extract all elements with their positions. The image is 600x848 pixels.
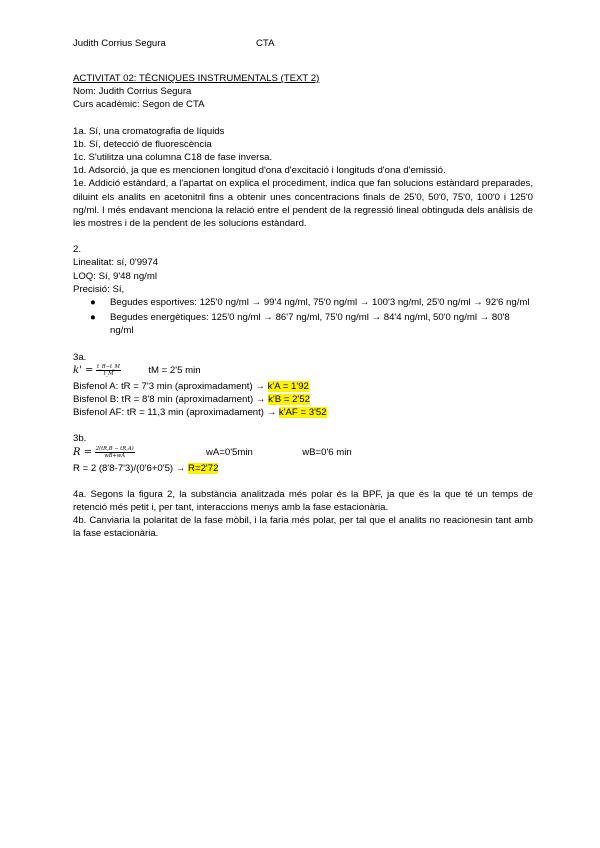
r-calc-line <box>73 462 533 475</box>
bullet-text: Begudes esportives: 125'0 ng/ml → 99'4 ng/ml, 75'0 ng/ml → 100'3 ng/ml, 25'0 ng/ml → 92'6 ng/ml <box>110 297 530 309</box>
tm-value: tM = 2'5 min <box>148 364 201 376</box>
academic-year: Curs acadèmic: Segon de CTA <box>73 99 205 111</box>
header-subject: CTA <box>256 38 275 49</box>
r-result: R=2'72 <box>188 462 219 474</box>
question-2-label: 2. <box>73 244 82 256</box>
question-3b-label: 3b. <box>73 433 87 445</box>
k-formula-fraction <box>96 364 121 377</box>
answer-1e: 1e. Addició estàndard, a l'apartat on explica el procediment, indica que fan solucions estàndard preparades, diluint els analits en acetonitril fins a obtenir unes concentracions finals de 25'0, 50'0, 75'0, 100'0 i 125'0 ng/ml. I més endavant menciona la relació entre el pendent de la regressió lineal obtinguda dels anàlisis de les mostres i de la pendent de les solucions estàndard. <box>73 178 533 230</box>
r-formula-line <box>73 446 533 462</box>
precisio: Precisió: Sí, <box>73 283 125 295</box>
list-item <box>73 296 533 309</box>
answer-1b: 1b. Sí, detecció de fluorescència <box>73 138 212 150</box>
bisfenol-af-line <box>73 406 533 419</box>
linealitat: Linealitat: sí, 0'9974 <box>73 257 159 269</box>
bullet-icon: ● <box>90 297 96 309</box>
question-3a-label: 3a. <box>73 351 87 363</box>
r-formula-lhs: R = <box>73 446 93 458</box>
answer-1d: 1d. Adsorció, ja que es mencionen longitud d'ona d'excitació i longituds d'ona d'emissió. <box>73 165 446 177</box>
bisfenol-af-text: Bisfenol AF: tR = 11,3 min (aproximadament) → <box>73 407 279 419</box>
answer-4a: 4a. Segons la figura 2, la substància analitzada més polar és la BPF, ja que és la que té un temps de retenció més petit i, per tant, interaccions menys amb la fase estacionària. <box>73 488 533 514</box>
header-author: Judith Corrius Segura <box>73 38 166 49</box>
answer-1a: 1a. Sí, una cromatografia de líquids <box>73 125 225 137</box>
k-formula-denominator: t_M <box>103 370 114 377</box>
student-name: Nom: Judith Corrius Segura <box>73 86 192 98</box>
bisfenol-a-line <box>73 380 533 393</box>
answer-1c: 1c. S'utilitza una columna C18 de fase inversa. <box>73 152 273 164</box>
page-header <box>73 38 275 49</box>
r-formula-denominator: wB+wA <box>104 452 126 459</box>
r-calc-text: R = 2 (8'8-7'3)/(0'6+0'5) → <box>73 462 189 474</box>
wb-value: wB=0'6 min <box>302 446 352 458</box>
k-formula-lhs: k' = <box>73 364 94 376</box>
bisfenol-b-text: Bisfenol B: tR = 8'8 min (aproximadament) → <box>73 394 269 406</box>
document-body <box>73 72 533 541</box>
bisfenol-b-line <box>73 393 533 406</box>
bisfenol-a-result: k'A = 1'92 <box>267 380 309 392</box>
list-item <box>73 311 533 337</box>
wa-value: wA=0'5min <box>205 446 253 458</box>
bullet-text: Begudes energètiques: 125'0 ng/ml → 86'7 ng/ml, 75'0 ng/ml → 84'4 ng/ml, 50'0 ng/ml → 80'8 ng/ml <box>110 312 510 337</box>
bisfenol-a-text: Bisfenol A: tR = 7'3 min (aproximadament) → <box>73 380 268 392</box>
answer-4b: 4b. Canviaria la polaritat de la fase mòbil, i la faria més polar, per tal que el analits no reacionesin tant amb la fase estacionària. <box>73 515 533 540</box>
bullet-icon: ● <box>90 312 96 324</box>
r-formula-numerator: 2(tR,B − tR,A) <box>95 445 134 452</box>
k-formula-line <box>73 364 533 380</box>
bisfenol-b-result: k'B = 2'52 <box>268 394 310 406</box>
bisfenol-af-result: k'AF = 3'52 <box>278 407 327 419</box>
k-formula-numerator: t_R−t_M <box>97 363 120 370</box>
loq: LOQ: Sí, 9'48 ng/ml <box>73 270 157 282</box>
document-title: ACTIVITAT 02: TÈCNIQUES INSTRUMENTALS (TEXT 2) <box>73 73 320 84</box>
r-formula-fraction <box>95 446 135 459</box>
